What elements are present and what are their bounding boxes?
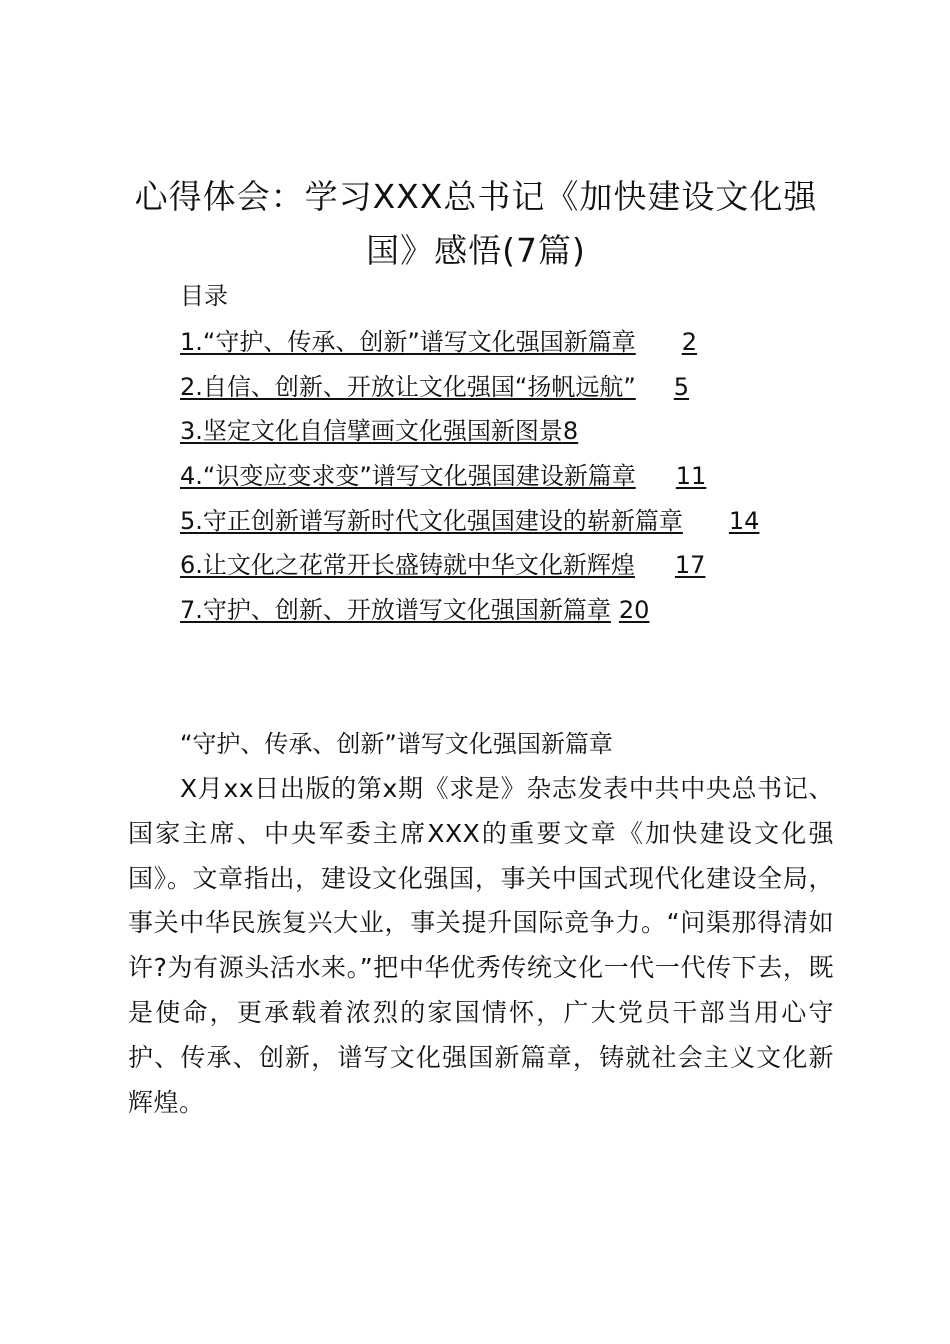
toc-item [180, 367, 759, 412]
toc-item [180, 590, 759, 635]
toc-item-page: 17 [674, 551, 706, 580]
document-title: 心得体会：学习XXX总书记《加快建设文化强国》感悟(7篇) [134, 177, 818, 270]
toc-link-3[interactable] [180, 417, 578, 445]
toc-item-page: 11 [675, 462, 707, 491]
toc-item [180, 501, 759, 546]
toc-link-6[interactable] [180, 551, 705, 579]
toc-link-2[interactable] [180, 373, 689, 401]
toc-item-label: 5.守正创新谱写新时代文化强国建设的崭新篇章 [180, 506, 683, 535]
toc-heading: 目录 [180, 282, 228, 310]
toc-link-5[interactable] [180, 507, 759, 535]
toc-item-label: 1.“守护、传承、创新”谱写文化强国新篇章 [180, 328, 636, 356]
toc-item-page: 20 [618, 596, 650, 625]
toc-link-1[interactable] [180, 328, 697, 356]
toc-item-page: 8 [562, 417, 579, 446]
toc-item-page: 2 [681, 328, 698, 356]
toc-item-label: 6.让文化之花常开长盛铸就中华文化新辉煌 [180, 551, 635, 580]
toc-item [180, 322, 759, 367]
toc-item-page: 5 [673, 372, 690, 401]
toc-item [180, 456, 759, 501]
toc-link-4[interactable] [180, 462, 706, 490]
toc-item-label: 4.“识变应变求变”谱写文化强国建设新篇章 [180, 462, 636, 491]
body-paragraph: X月xx日出版的第x期《求是》杂志发表中共中央总书记、国家主席、中央军委主席XXX的重要文章《加快建设文化强国》。文章指出，建设文化强国，事关中国式现代化建设全局，事关中华民族复兴大业，事关提升国际竞争力。“问渠那得清如许?为有源头活水来。”把中华优秀传统文化一代一代传下去，既是使命，更承载着浓烈的家国情怀，广大党员干部当用心守护、传承、创新，谱写文化强国新篇章，铸就社会主义文化新辉煌。 [128, 774, 834, 1117]
toc-item-label: 3.坚定文化自信擘画文化强国新图景 [180, 417, 563, 446]
toc-link-7[interactable] [180, 596, 649, 624]
table-of-contents [180, 322, 759, 635]
toc-item-label: 7.守护、创新、开放谱写文化强国新篇章 [180, 596, 611, 625]
toc-item [180, 545, 759, 590]
toc-item-label: 2.自信、创新、开放让文化强国“扬帆远航” [180, 372, 636, 401]
toc-item-page: 14 [728, 506, 760, 535]
section-title: “守护、传承、创新”谱写文化强国新篇章 [180, 730, 613, 758]
toc-item [180, 411, 759, 456]
